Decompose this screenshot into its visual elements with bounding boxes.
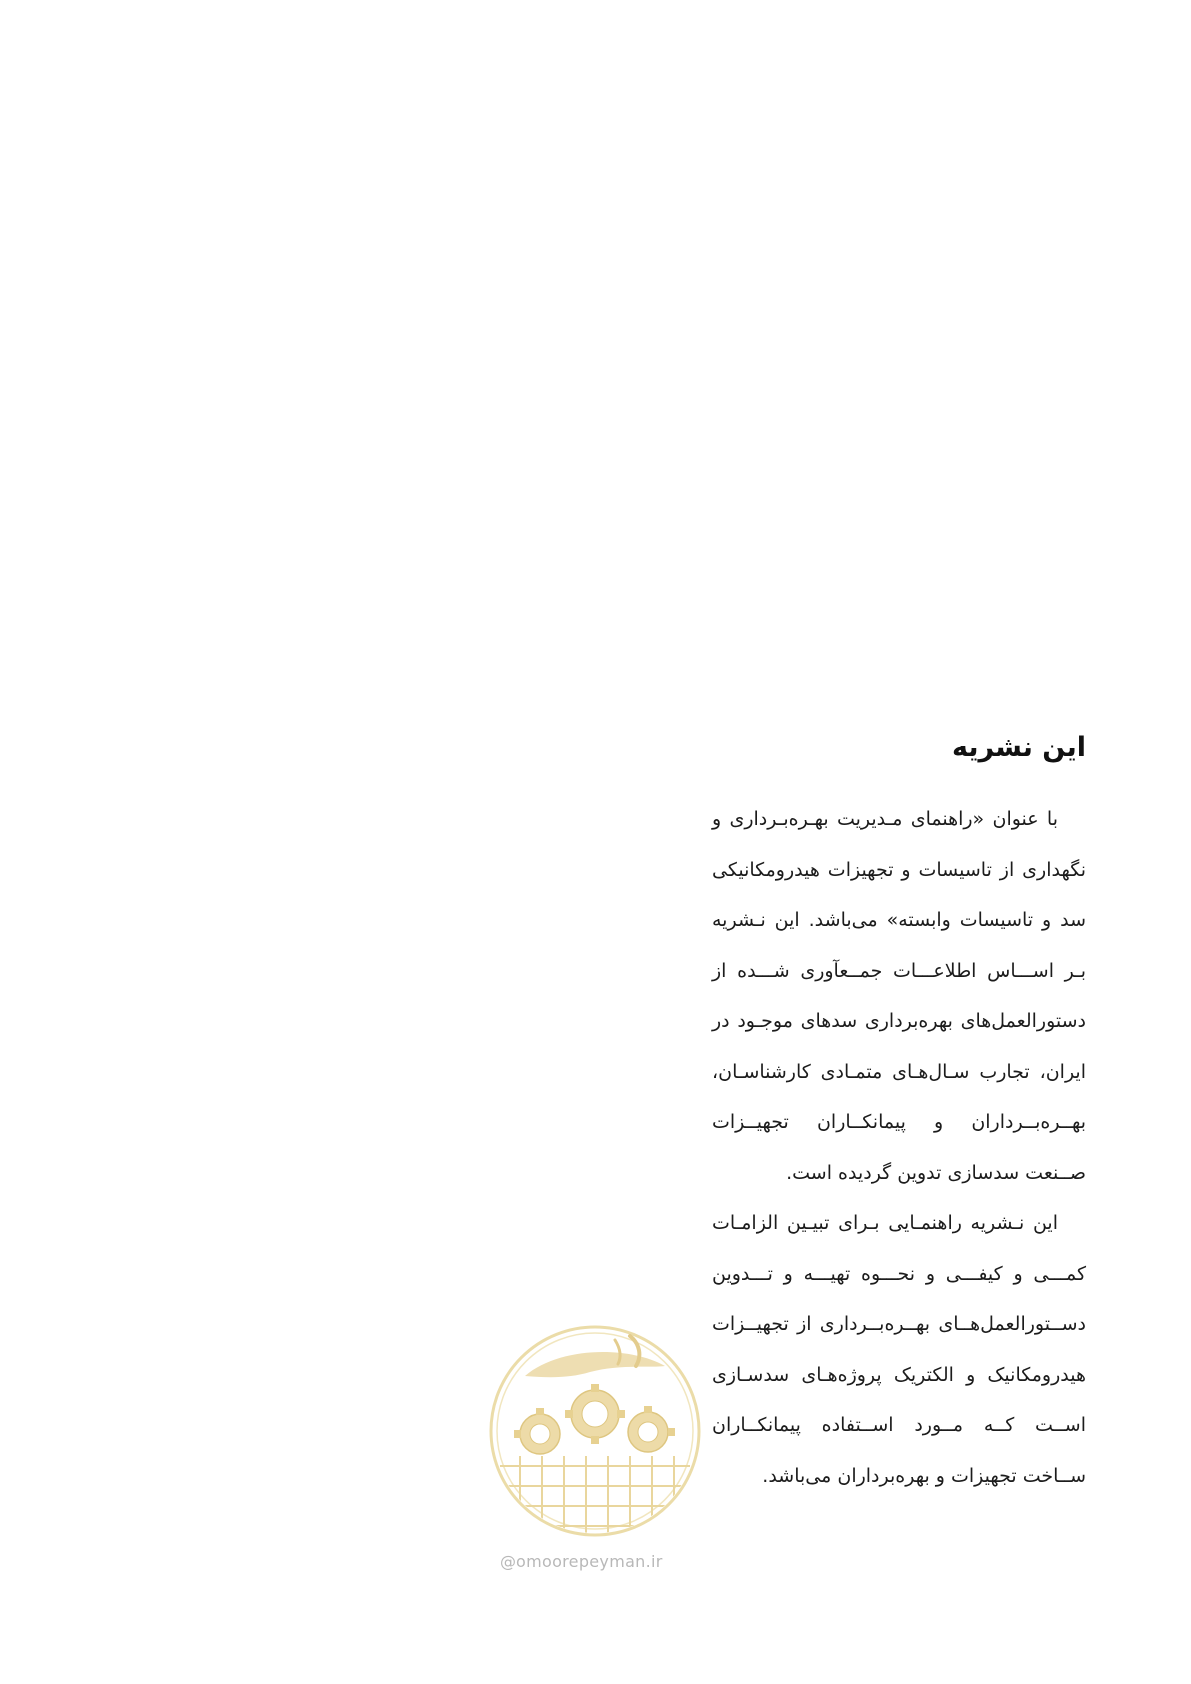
section-heading: این نشریه <box>951 732 1086 763</box>
watermark-url-text: omoorepeyman.ir <box>516 1552 663 1571</box>
text-column <box>712 728 1086 1501</box>
watermark-logo <box>480 1306 710 1566</box>
globe-icon: @ <box>500 1552 517 1571</box>
paragraph-2: این نـشریه راهنمـایی بـرای تبیـین الزامـات کمـــی و کیفـــی و نحـــوه تهیـــه و تـــدوین دســتورالعمل‌هــای بهــره‌بــرداری از تجهیــزات هیدرومکانیک و الکتریک پروژه‌هـای سدسـازی اســت کــه مــورد اســتفاده پیمانکــاران ســاخت تجهیزات و بهره‌برداران می‌باشد. <box>712 1212 1086 1487</box>
watermark-url <box>500 1552 700 1571</box>
paragraph-1: با عنوان «راهنمای مـدیریت بهـره‌بـرداری و نگهداری از تاسیسات و تجهیزات هیدرومکانیکی سد و تاسیسات وابسته» می‌باشد. این نـشریه بـر اســـاس اطلاعـــات جمــعآوری شـــده از دستورالعمل‌های بهره‌برداری سدهای موجـود در ایران، تجارب سـال‌هـای متمـادی کارشناسـان، بهــره‌بــرداران و پیمانکــاران تجهیــزات صــنعت سدسازی تدوین گردیده است. <box>712 808 1086 1184</box>
seal-logo-icon <box>480 1306 710 1556</box>
